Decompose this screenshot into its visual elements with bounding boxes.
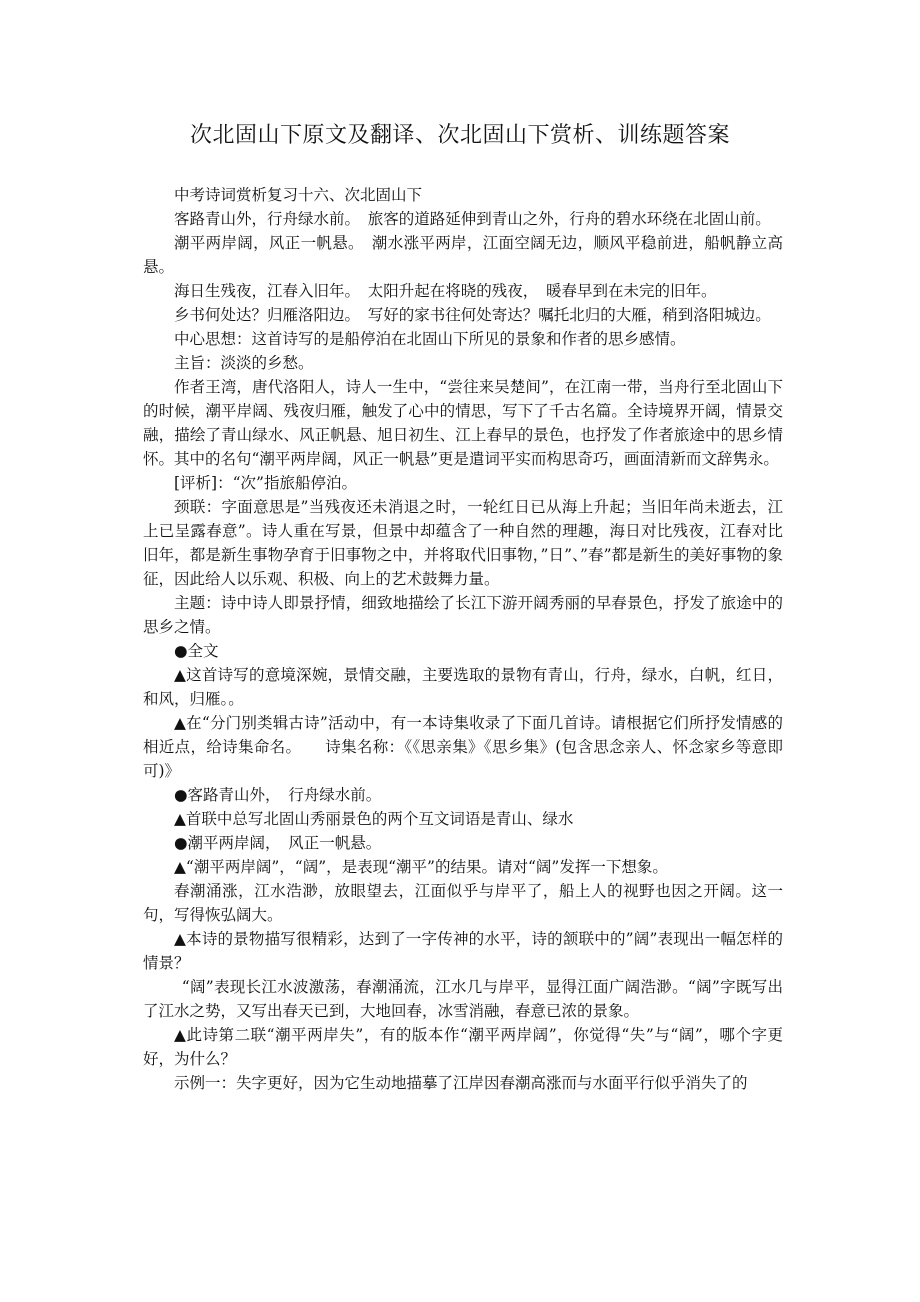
paragraph-example-one: 示例一：失字更好，因为它生动地描摹了江岸因春潮高涨而与水面平行似乎消失了的 [174,1074,748,1092]
paragraph-third-couplet: 颈联：字面意思是”当残夜还未消退之时，一轮红日已从海上升起；当旧年尚未逝去，江上已呈露春意”。诗人重在写景，但景中却蕴含了一种自然的理趣，海日对比残夜，江春对比旧年，都是新生事物孕育于旧事物之中，并将取代旧事物，”日”、”春”都是新生的美好事物的象征，因此给人以乐观、积极、向上的艺术鼓舞力量。 [143,498,783,588]
paragraph-answer-kuo-scene: “阔”表现长江水波激荡，春潮涌流，江水几与岸平，显得江面广阔浩渺。“阔”字既写出了江水之势，又写出春天已到，大地回春，冰雪消融，春意已浓的景象。 [143,978,783,1020]
paragraph-question-scenery: ▲这首诗写的意境深婉，景情交融，主要选取的景物有青山，行舟，绿水，白帆，红日，和风，归雁。。 [143,666,783,708]
paragraph-question-kuo-scene: ▲本诗的景物描写很精彩，达到了一字传神的水平，诗的颔联中的”阔”表现出一幅怎样的情景？ [143,930,783,972]
paragraph-theme: 主旨：淡淡的乡愁。 [174,354,314,372]
paragraph-line-2: ●潮平两岸阔， 风正一帆悬。 [174,834,382,852]
paragraph-question-collection: ▲在“分门别类辑古诗”活动中，有一本诗集收录了下面几首诗。请根据它们所抒发情感的相近点，给诗集命名。 诗集名称：《《思亲集》《思乡集》(包含思念亲人、怀念家乡等意即可)》 [143,714,783,780]
document-title: 次北固山下原文及翻译、次北固山下赏析、训练题答案 [189,123,730,148]
paragraph-subject: 主题：诗中诗人即景抒情，细致地描绘了长江下游开阔秀丽的早春景色，抒发了旅途中的思乡之情。 [143,594,783,636]
paragraph-couplet-2: 潮平两岸阔，风正一帆悬。 潮水涨平两岸，江面空阔无边，顺风平稳前进，船帆静立高悬。 [143,234,783,276]
document-body [143,183,783,1095]
paragraph-comment: [评析]：“次”指旅船停泊。 [174,474,357,492]
paragraph-central-idea: 中心思想：这首诗写的是船停泊在北固山下所见的景象和作者的思乡感情。 [174,330,686,348]
paragraph-couplet-1: 客路青山外，行舟绿水前。 旅客的道路延伸到青山之外，行舟的碧水环绕在北固山前。 [174,210,771,228]
paragraph-full-text-heading: ●全文 [174,642,219,660]
paragraph-question-shi-vs-kuo: ▲此诗第二联“潮平两岸失”，有的版本作“潮平两岸阔”，你觉得“失”与“阔”，哪个字更好，为什么？ [143,1026,783,1068]
paragraph-line-1: ●客路青山外， 行舟绿水前。 [174,786,382,804]
paragraph-author: 作者王湾，唐代洛阳人，诗人一生中，“尝往来吴楚间”，在江南一带，当舟行至北固山下的时候，潮平岸阔、残夜归雁，触发了心中的情思，写下了千古名篇。全诗境界开阔，情景交融，描绘了青山绿水、风正帆悬、旭日初生、江上春早的景色，也抒发了作者旅途中的思乡情怀。其中的名句“潮平两岸阔，风正一帆悬”更是遣词平实而构思奇巧，画面清新而文辞隽永。 [143,378,783,468]
paragraph-question-kuo: ▲“潮平两岸阔”，“阔”，是表现“潮平”的结果。请对“阔”发挥一下想象。 [174,858,668,876]
paragraph-section-heading: 中考诗词赏析复习十六、次北固山下 [174,186,423,204]
paragraph-couplet-3: 海日生残夜，江春入旧年。 太阳升起在将晓的残夜， 暖春早到在未完的旧年。 [174,282,717,300]
paragraph-couplet-4: 乡书何处达？归雁洛阳边。 写好的家书往何处寄达？嘱托北归的大雁，稍到洛阳城边。 [174,306,771,324]
paragraph-answer-kuo: 春潮涌涨，江水浩渺，放眼望去，江面似乎与岸平了，船上人的视野也因之开阔。这一句，写得恢弘阔大。 [143,882,783,924]
paragraph-question-first-couplet: ▲首联中总写北固山秀丽景色的两个互文词语是青山、绿水 [174,810,574,828]
